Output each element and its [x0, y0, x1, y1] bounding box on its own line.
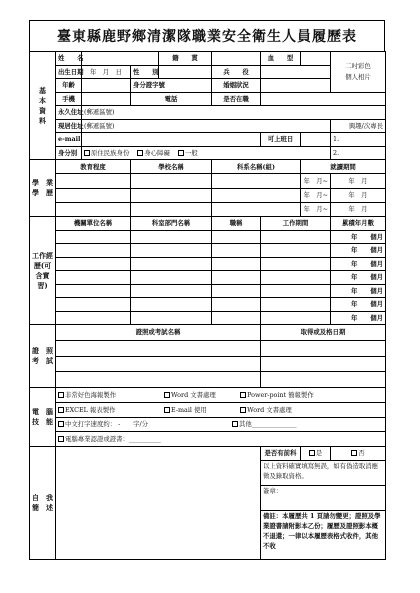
origin-field[interactable]	[212, 52, 261, 66]
work-row: 年 個月	[30, 271, 386, 285]
work-row: 年 個月	[30, 311, 386, 325]
age-field[interactable]	[82, 79, 131, 93]
gender-field[interactable]	[159, 65, 212, 79]
section-work: 工作經歷(可含實習)	[30, 217, 56, 325]
checkbox-other[interactable]	[232, 421, 238, 427]
checkbox-excel[interactable]	[58, 407, 64, 413]
email-label: e-mail	[56, 133, 82, 147]
identity-options	[82, 146, 331, 160]
license-row	[30, 340, 386, 356]
photo-area[interactable]	[331, 52, 386, 93]
dob-label: 出生日期	[56, 65, 82, 79]
education-row: 年 月~ 年 月	[30, 174, 386, 188]
blood-label: 血 型	[261, 52, 301, 66]
checkbox-crime-no[interactable]	[351, 450, 357, 456]
identity-label: 身分別	[56, 146, 82, 160]
employed-label: 是否在職	[212, 92, 261, 106]
gender-label: 性 別	[131, 65, 159, 79]
work-row: 年 個月	[30, 244, 386, 258]
checkbox-email[interactable]	[164, 407, 170, 413]
start-date-field[interactable]	[301, 133, 331, 147]
col-degree: 教育程度	[56, 160, 131, 174]
perm-address-label: 永久住址	[56, 106, 82, 120]
military-label: 兵 役	[212, 65, 261, 79]
col-major: 科系名稱(組)	[212, 160, 301, 174]
photo-text-2: 個人相片	[345, 72, 371, 81]
dob-field[interactable]: 年 月 日	[82, 65, 131, 79]
checkbox-typing[interactable]	[58, 421, 64, 427]
col-job-title: 職稱	[212, 217, 261, 231]
resume-table	[29, 51, 386, 560]
declaration-text: 以上資料確實填寫無誤，如有偽造取消應徵及錄取資格。	[261, 460, 386, 485]
license-row	[30, 356, 386, 372]
self-intro-field[interactable]	[56, 447, 261, 560]
phone-label: 電話	[131, 92, 212, 106]
checkbox-disability[interactable]	[137, 150, 143, 156]
identity-option-2: 身心障礙	[144, 148, 170, 157]
origin-label: 籍 貫	[159, 52, 212, 66]
computer-row-3: 中文打字速度約： - 字/分 其他______________	[56, 417, 386, 432]
employed-field[interactable]	[261, 92, 386, 106]
work-row: 年 個月	[30, 298, 386, 312]
col-school: 學校名稱	[131, 160, 212, 174]
id-label: 身分證字號	[131, 79, 212, 93]
col-license-date: 取得或及格日期	[261, 325, 386, 341]
crime-yes-option: 是	[301, 447, 331, 461]
section-self-intro: 自 我 簡 述	[30, 447, 56, 560]
education-row: 年 月~ 年 月	[30, 188, 386, 202]
remark-text: 備註：本履歷共 1 頁請勿變更；證照及學業證書請附影本乙份；履歷及證照影本概不退還；一律以本履歷表格式收件，其他不收	[261, 510, 386, 559]
col-total-months: 累積年月數	[331, 217, 386, 231]
checkbox-word-2[interactable]	[240, 407, 246, 413]
checkbox-word-1[interactable]	[164, 392, 170, 398]
age-label: 年齡	[56, 79, 82, 93]
section-basic: 基 本 資 料	[30, 52, 56, 160]
col-company: 機關單位名稱	[56, 217, 131, 231]
checkbox-crime-yes[interactable]	[309, 450, 315, 456]
col-work-period: 工作期間	[261, 217, 331, 231]
work-row: 年 個月	[30, 257, 386, 271]
hobby-label: 興趣/次專長	[331, 119, 386, 133]
name-field[interactable]	[82, 52, 159, 66]
signature-field[interactable]: 簽章：	[261, 485, 386, 510]
email-field[interactable]	[82, 133, 261, 147]
blood-field[interactable]	[301, 52, 331, 66]
work-row: 年 個月	[30, 284, 386, 298]
col-study-period: 就讀期間	[301, 160, 386, 174]
marital-field[interactable]	[261, 79, 331, 93]
hobby-item-2[interactable]: 2.	[331, 146, 386, 160]
checkbox-aboriginal[interactable]	[84, 150, 90, 156]
resume-form	[29, 20, 385, 560]
col-license-name: 證照或考試名稱	[56, 325, 261, 341]
work-row: 年 個月	[30, 230, 386, 244]
marital-label: 婚姻狀況	[212, 79, 261, 93]
hobby-item-1[interactable]: 1.	[331, 133, 386, 147]
curr-address-label: 現居住址	[56, 119, 82, 133]
mobile-label: 手機	[56, 92, 82, 106]
education-row: 年 月~ 年 月	[30, 202, 386, 216]
section-education: 學 業 學 歷	[30, 160, 56, 217]
start-date-label: 可上班日	[261, 133, 301, 147]
computer-row-2: EXCEL 報表製作 E-mail 使用 Word 文書處理	[56, 402, 386, 417]
perm-address-field[interactable]: (郵遞區號)	[82, 106, 386, 120]
checkbox-certification[interactable]	[58, 436, 64, 442]
checkbox-powerpoint[interactable]	[240, 392, 246, 398]
crime-no-option: 否	[331, 447, 386, 461]
curr-address-field[interactable]: (郵遞區號)	[82, 119, 331, 133]
mobile-field[interactable]	[82, 92, 131, 106]
identity-option-1: 原住民族身份	[91, 148, 130, 157]
form-title: 臺東縣鹿野鄉清潔隊職業安全衛生人員履歷表	[29, 20, 385, 51]
section-computer: 電 腦 技 能	[30, 388, 56, 447]
identity-option-3: 一般	[185, 148, 198, 157]
section-license: 證 照 考 試	[30, 325, 56, 388]
computer-row-1: 非常好色海報製作 Word 文書處理 Power-point 簡報製作	[56, 388, 386, 403]
checkbox-general[interactable]	[178, 150, 184, 156]
checkbox-poster[interactable]	[58, 392, 64, 398]
computer-row-4: 電腦專業認證或證書：__________	[56, 432, 386, 447]
col-dept: 科室部門名稱	[131, 217, 212, 231]
crime-label: 是否有前科	[261, 447, 301, 461]
name-label: 姓 名	[56, 52, 82, 66]
photo-text-1: 二吋彩色	[345, 61, 371, 70]
military-field[interactable]	[261, 65, 331, 79]
license-row	[30, 372, 386, 388]
